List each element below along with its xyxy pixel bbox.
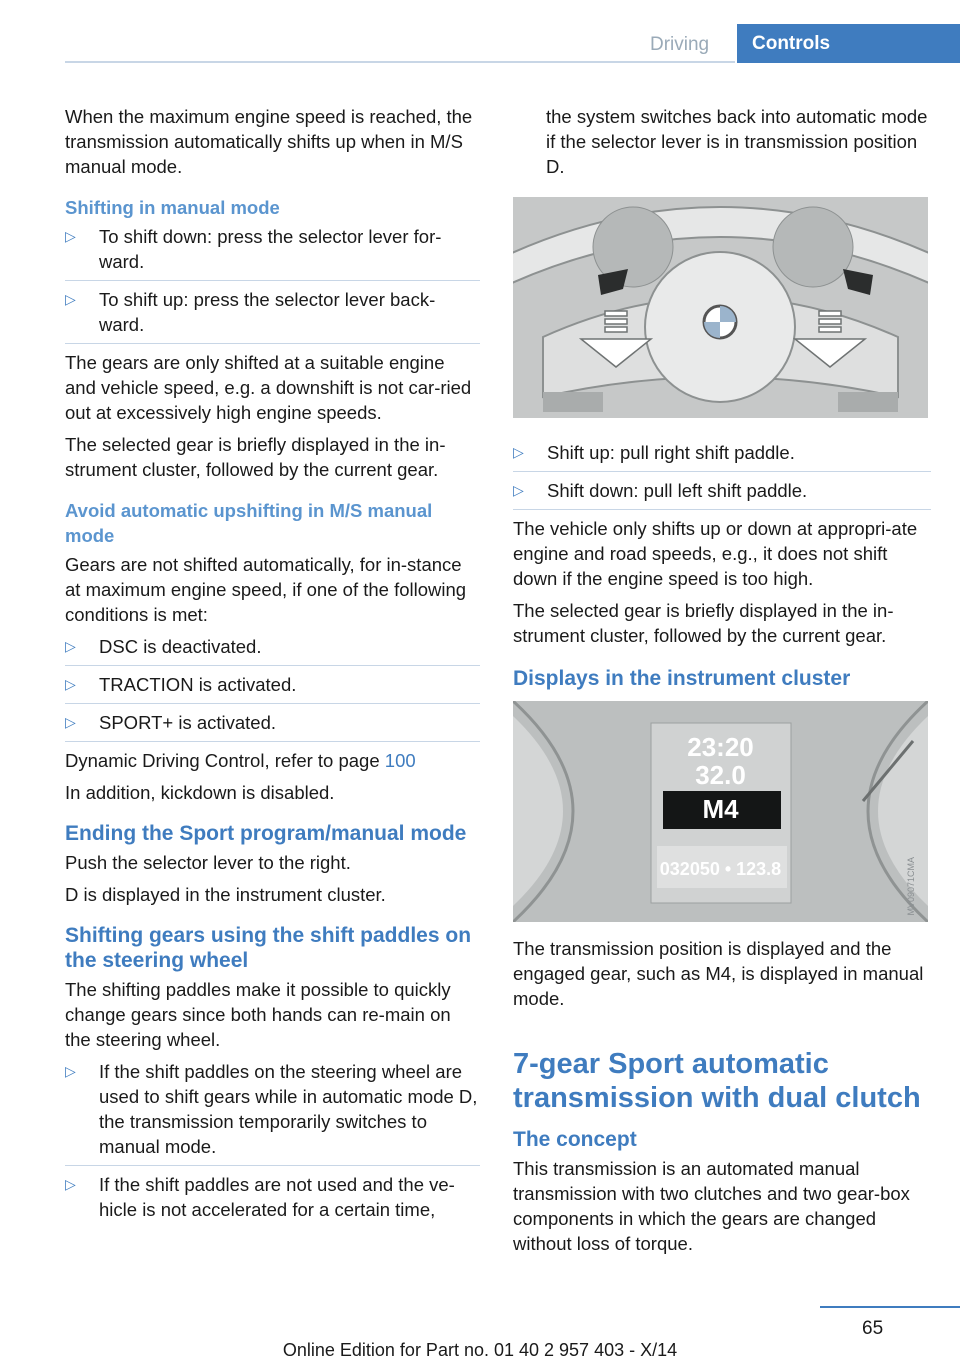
left-column	[65, 104, 480, 1234]
paddles-heading: Shifting gears using the shift paddles on the steering wheel	[65, 924, 472, 972]
list-item: ▷ If the shift paddles on the steering wheel are used to shift gears while in automatic mode D, the transmission temporarily switches to manual mode.	[65, 1059, 480, 1166]
list-item: ▷ DSC is deactivated.	[65, 634, 480, 666]
bullet-triangle-icon: ▷	[65, 228, 76, 244]
manual-heading: Shifting in manual mode	[65, 197, 280, 218]
shift-paragraph: The vehicle only shifts up or down at appropri-ate engine and road speeds, e.g., it does not shift down if the engine speed is too high.	[513, 518, 918, 589]
intro-paragraph: When the maximum engine speed is reached, the transmission automatically shifts up when in M/S manual mode.	[65, 106, 473, 177]
list-item: ▷ Shift up: pull right shift paddle.	[513, 440, 931, 472]
section-heading: 7-gear Sport automatic transmission with dual clutch	[513, 1048, 921, 1114]
cluster-gear: M4	[702, 794, 739, 824]
manual-paragraph: The selected gear is briefly displayed in the in-strument cluster, followed by the current gear.	[65, 434, 446, 480]
shift-list	[513, 440, 931, 510]
bullet-triangle-icon: ▷	[65, 1063, 76, 1079]
avoid-list	[65, 634, 480, 742]
bullet-triangle-icon: ▷	[65, 638, 76, 654]
cluster-time: 23:20	[687, 732, 754, 762]
page-number: 65	[862, 1318, 884, 1339]
ending-paragraph: Push the selector lever to the right.	[65, 852, 351, 873]
list-item: ▷ SPORT+ is activated.	[65, 710, 480, 742]
bullet-triangle-icon: ▷	[513, 444, 524, 460]
paddles-list	[65, 1059, 480, 1228]
footer-rule	[820, 1306, 960, 1308]
displays-paragraph: The transmission position is displayed and the engaged gear, such as M4, is displayed in manual mode.	[513, 938, 924, 1009]
page-link[interactable]: 100	[384, 750, 416, 771]
bullet-triangle-icon: ▷	[65, 714, 76, 730]
list-item: ▷ To shift down: press the selector lever for-ward.	[65, 224, 480, 281]
steering-wheel-figure	[513, 197, 928, 418]
concept-heading: The concept	[513, 1128, 637, 1151]
bullet-triangle-icon: ▷	[65, 1176, 76, 1192]
list-item: ▷ To shift up: press the selector lever back-ward.	[65, 287, 480, 344]
manual-paragraph: The gears are only shifted at a suitable engine and vehicle speed, e.g. a downshift is not car-ried out at excessively high engine speeds.	[65, 352, 472, 423]
concept-paragraph: This transmission is an automated manual transmission with two clutches and two gear-box components in which the gears are changed without loss of torque.	[513, 1158, 910, 1254]
ddc-reference: Dynamic Driving Control, refer to page 100	[65, 750, 416, 771]
bullet-triangle-icon: ▷	[65, 676, 76, 692]
header-section: Driving	[650, 34, 710, 55]
paddles-paragraph: The shifting paddles make it possible to quickly change gears since both hands can re-main on the steering wheel.	[65, 979, 451, 1050]
bullet-triangle-icon: ▷	[513, 482, 524, 498]
list-item: ▷ If the shift paddles are not used and the ve-hicle is not accelerated for a certain time,	[65, 1174, 455, 1220]
steering-wheel-illustration	[513, 197, 928, 418]
instrument-cluster-figure	[513, 701, 928, 922]
right-column	[513, 104, 931, 1263]
figure-code: MV09071CMA	[906, 857, 916, 916]
ending-heading: Ending the Sport program/manual mode	[65, 822, 467, 845]
footer-edition: Online Edition for Part no. 01 40 2 957 403 - X/14	[282, 1340, 678, 1360]
list-item: ▷ TRACTION is activated.	[65, 672, 480, 704]
avoid-heading: Avoid automatic upshifting in M/S manual mode	[65, 500, 433, 546]
manual-list	[65, 224, 480, 344]
bullet-triangle-icon: ▷	[65, 291, 76, 307]
continued-paragraph: the system switches back into automatic mode if the selector lever is in transmission position D.	[546, 106, 928, 177]
ending-paragraph: D is displayed in the instrument cluster.	[65, 884, 386, 905]
cluster-odometer: 032050 • 123.8	[659, 859, 782, 879]
list-item: ▷ Shift down: pull left shift paddle.	[513, 478, 931, 510]
displays-heading: Displays in the instrument cluster	[513, 667, 851, 690]
shift-paragraph: The selected gear is briefly displayed in the in-strument cluster, followed by the current gear.	[513, 600, 894, 646]
cluster-value: 32.0	[695, 760, 746, 790]
kickdown-paragraph: In addition, kickdown is disabled.	[65, 782, 335, 803]
avoid-paragraph: Gears are not shifted automatically, for in-stance at maximum engine speed, if one of the following conditions is met:	[65, 554, 467, 625]
header-rule	[65, 61, 735, 63]
header-chapter: Controls	[737, 24, 960, 63]
